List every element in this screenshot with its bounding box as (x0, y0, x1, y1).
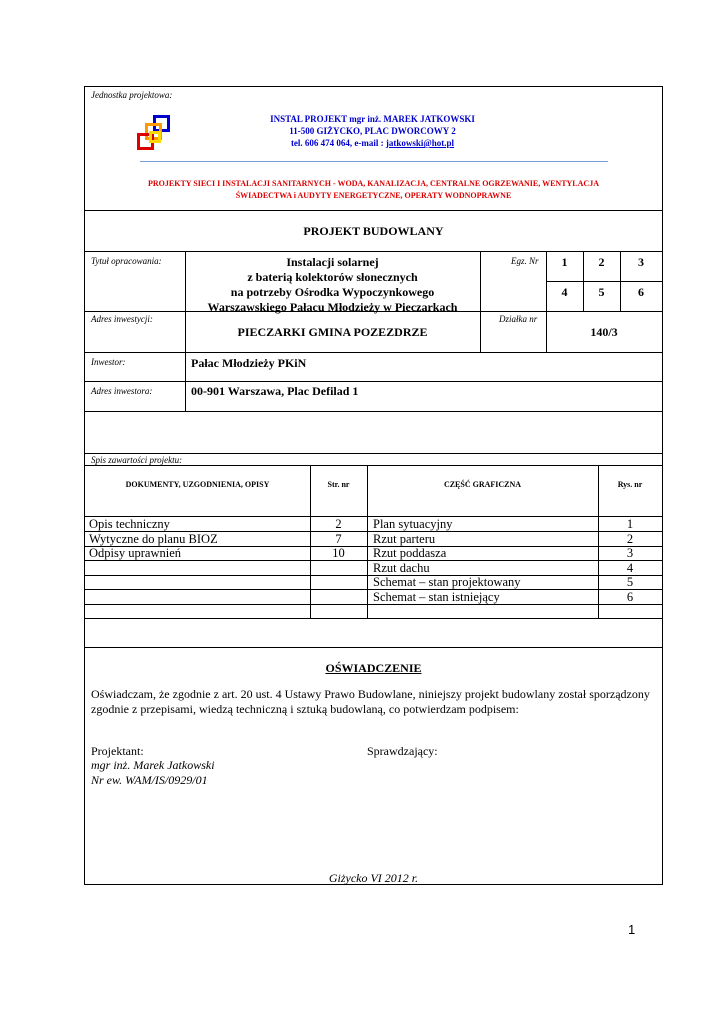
project-title (185, 255, 480, 315)
contact-email-link[interactable]: jatkowski@hot.pl (385, 138, 455, 148)
doc-cell: Wytyczne do planu BIOZ (89, 532, 218, 546)
designer-name: mgr inż. Marek Jatkowski (91, 758, 215, 772)
investor-name: Pałac Młodzieży PKiN (191, 356, 307, 370)
divider (85, 465, 662, 466)
page-no-header: Str. nr (327, 480, 350, 489)
investment-address: PIECZARKI GMINA POZEZDRZE (237, 325, 428, 339)
doc-cell: Opis techniczny (89, 517, 170, 531)
fig-cell: 6 (626, 590, 634, 604)
divider (85, 311, 662, 312)
page-cell: 2 (335, 517, 342, 531)
page-number: 1 (628, 922, 636, 937)
graphic-cell: Plan sytuacyjny (373, 517, 453, 531)
designer-label: Projektant: (91, 744, 144, 758)
fig-cell: 2 (626, 532, 634, 546)
doc-cell: Odpisy uprawnień (89, 546, 181, 560)
divider (546, 281, 662, 282)
fig-cell: 1 (626, 517, 634, 531)
page-cell: 10 (332, 546, 345, 560)
investor-address: 00-901 Warszawa, Plac Defilad 1 (191, 384, 359, 398)
copy-5: 5 (598, 285, 605, 299)
fig-no-header: Rys. nr (617, 480, 643, 489)
designer-registration: Nr ew. WAM/IS/0929/01 (91, 773, 208, 787)
divider (85, 251, 662, 252)
copy-1: 1 (561, 255, 568, 269)
plot-label: Działka nr (499, 314, 538, 324)
divider (85, 411, 662, 412)
project-title-line-4: Warszawskiego Pałacu Młodzieży w Pieczarkach (207, 300, 458, 314)
copy-4: 4 (561, 285, 568, 299)
divider (85, 604, 662, 605)
divider (85, 210, 662, 211)
project-type: PROJEKT BUDOWLANY (303, 224, 444, 238)
investment-label: Adres inwestycji: (91, 314, 153, 324)
graphic-cell: Schemat – stan istniejący (373, 590, 500, 604)
project-title-line-2: z baterią kolektorów słonecznych (247, 270, 418, 284)
copy-label: Egz. Nr (511, 256, 539, 266)
graphic-cell: Schemat – stan projektowany (373, 575, 521, 589)
fig-cell: 5 (626, 575, 634, 589)
company-address: 11-500 GIŻYCKO, PLAC DWORCOWY 2 (289, 126, 456, 136)
title-label: Tytuł opracowania: (91, 256, 162, 266)
divider (480, 251, 481, 352)
scope-line-2: ŚWIADECTWA i AUDYTY ENERGETYCZNE, OPERATY WODNOPRAWNE (235, 191, 512, 200)
graphic-cell: Rzut dachu (373, 561, 430, 575)
divider (85, 618, 662, 619)
statement-title: OŚWIADCZENIE (325, 661, 422, 675)
place-date: Giżycko VI 2012 r. (328, 871, 419, 885)
copy-6: 6 (638, 285, 644, 299)
fig-cell: 4 (626, 561, 634, 575)
company-contact (185, 138, 560, 148)
unit-label: Jednostka projektowa: (91, 90, 173, 100)
company-name: INSTAL PROJEKT mgr inż. MAREK JATKOWSKI (270, 114, 475, 124)
project-title-line-3: na potrzeby Ośrodka Wypoczynkowego (230, 285, 435, 299)
page-cell: 7 (335, 532, 342, 546)
divider (85, 453, 662, 454)
graphic-header: CZĘŚĆ GRAFICZNA (443, 480, 522, 489)
copy-2: 2 (598, 255, 605, 269)
title-page-frame (84, 86, 663, 885)
contact-phone: tel. 606 474 064, e-mail : (290, 138, 386, 148)
logo-square-yellow (149, 131, 161, 143)
graphic-cell: Rzut poddasza (373, 546, 447, 560)
copy-3: 3 (638, 255, 644, 269)
scope-line-1: PROJEKTY SIECI I INSTALACJI SANITARNYCH - WODA, KANALIZACJA, CENTRALNE OGRZEWANIE, WENTYLACJA (148, 179, 599, 188)
divider (85, 352, 662, 353)
contents-label: Spis zawartości projektu: (91, 455, 183, 465)
header-rule (140, 161, 608, 162)
company-logo (137, 113, 177, 153)
plot-number: 140/3 (590, 325, 618, 339)
docs-header: DOKUMENTY, UZGODNIENIA, OPISY (125, 480, 270, 489)
fig-cell: 3 (626, 546, 634, 560)
divider (85, 381, 662, 382)
investor-label: Inwestor: (91, 357, 126, 367)
divider (85, 647, 662, 648)
project-title-line-1: Instalacji solarnej (286, 255, 379, 269)
investor-address-label: Adres inwestora: (91, 386, 153, 396)
checker-label: Sprawdzający: (367, 744, 438, 758)
graphic-cell: Rzut parteru (373, 532, 436, 546)
statement-text: Oświadczam, że zgodnie z art. 20 ust. 4 Ustawy Prawo Budowlane, niniejszy projekt budowlany został sporządzony zgodnie z przepisami, wiedzą techniczną i sztuką budowlaną, co potwierdzam podpisem: (91, 687, 650, 716)
